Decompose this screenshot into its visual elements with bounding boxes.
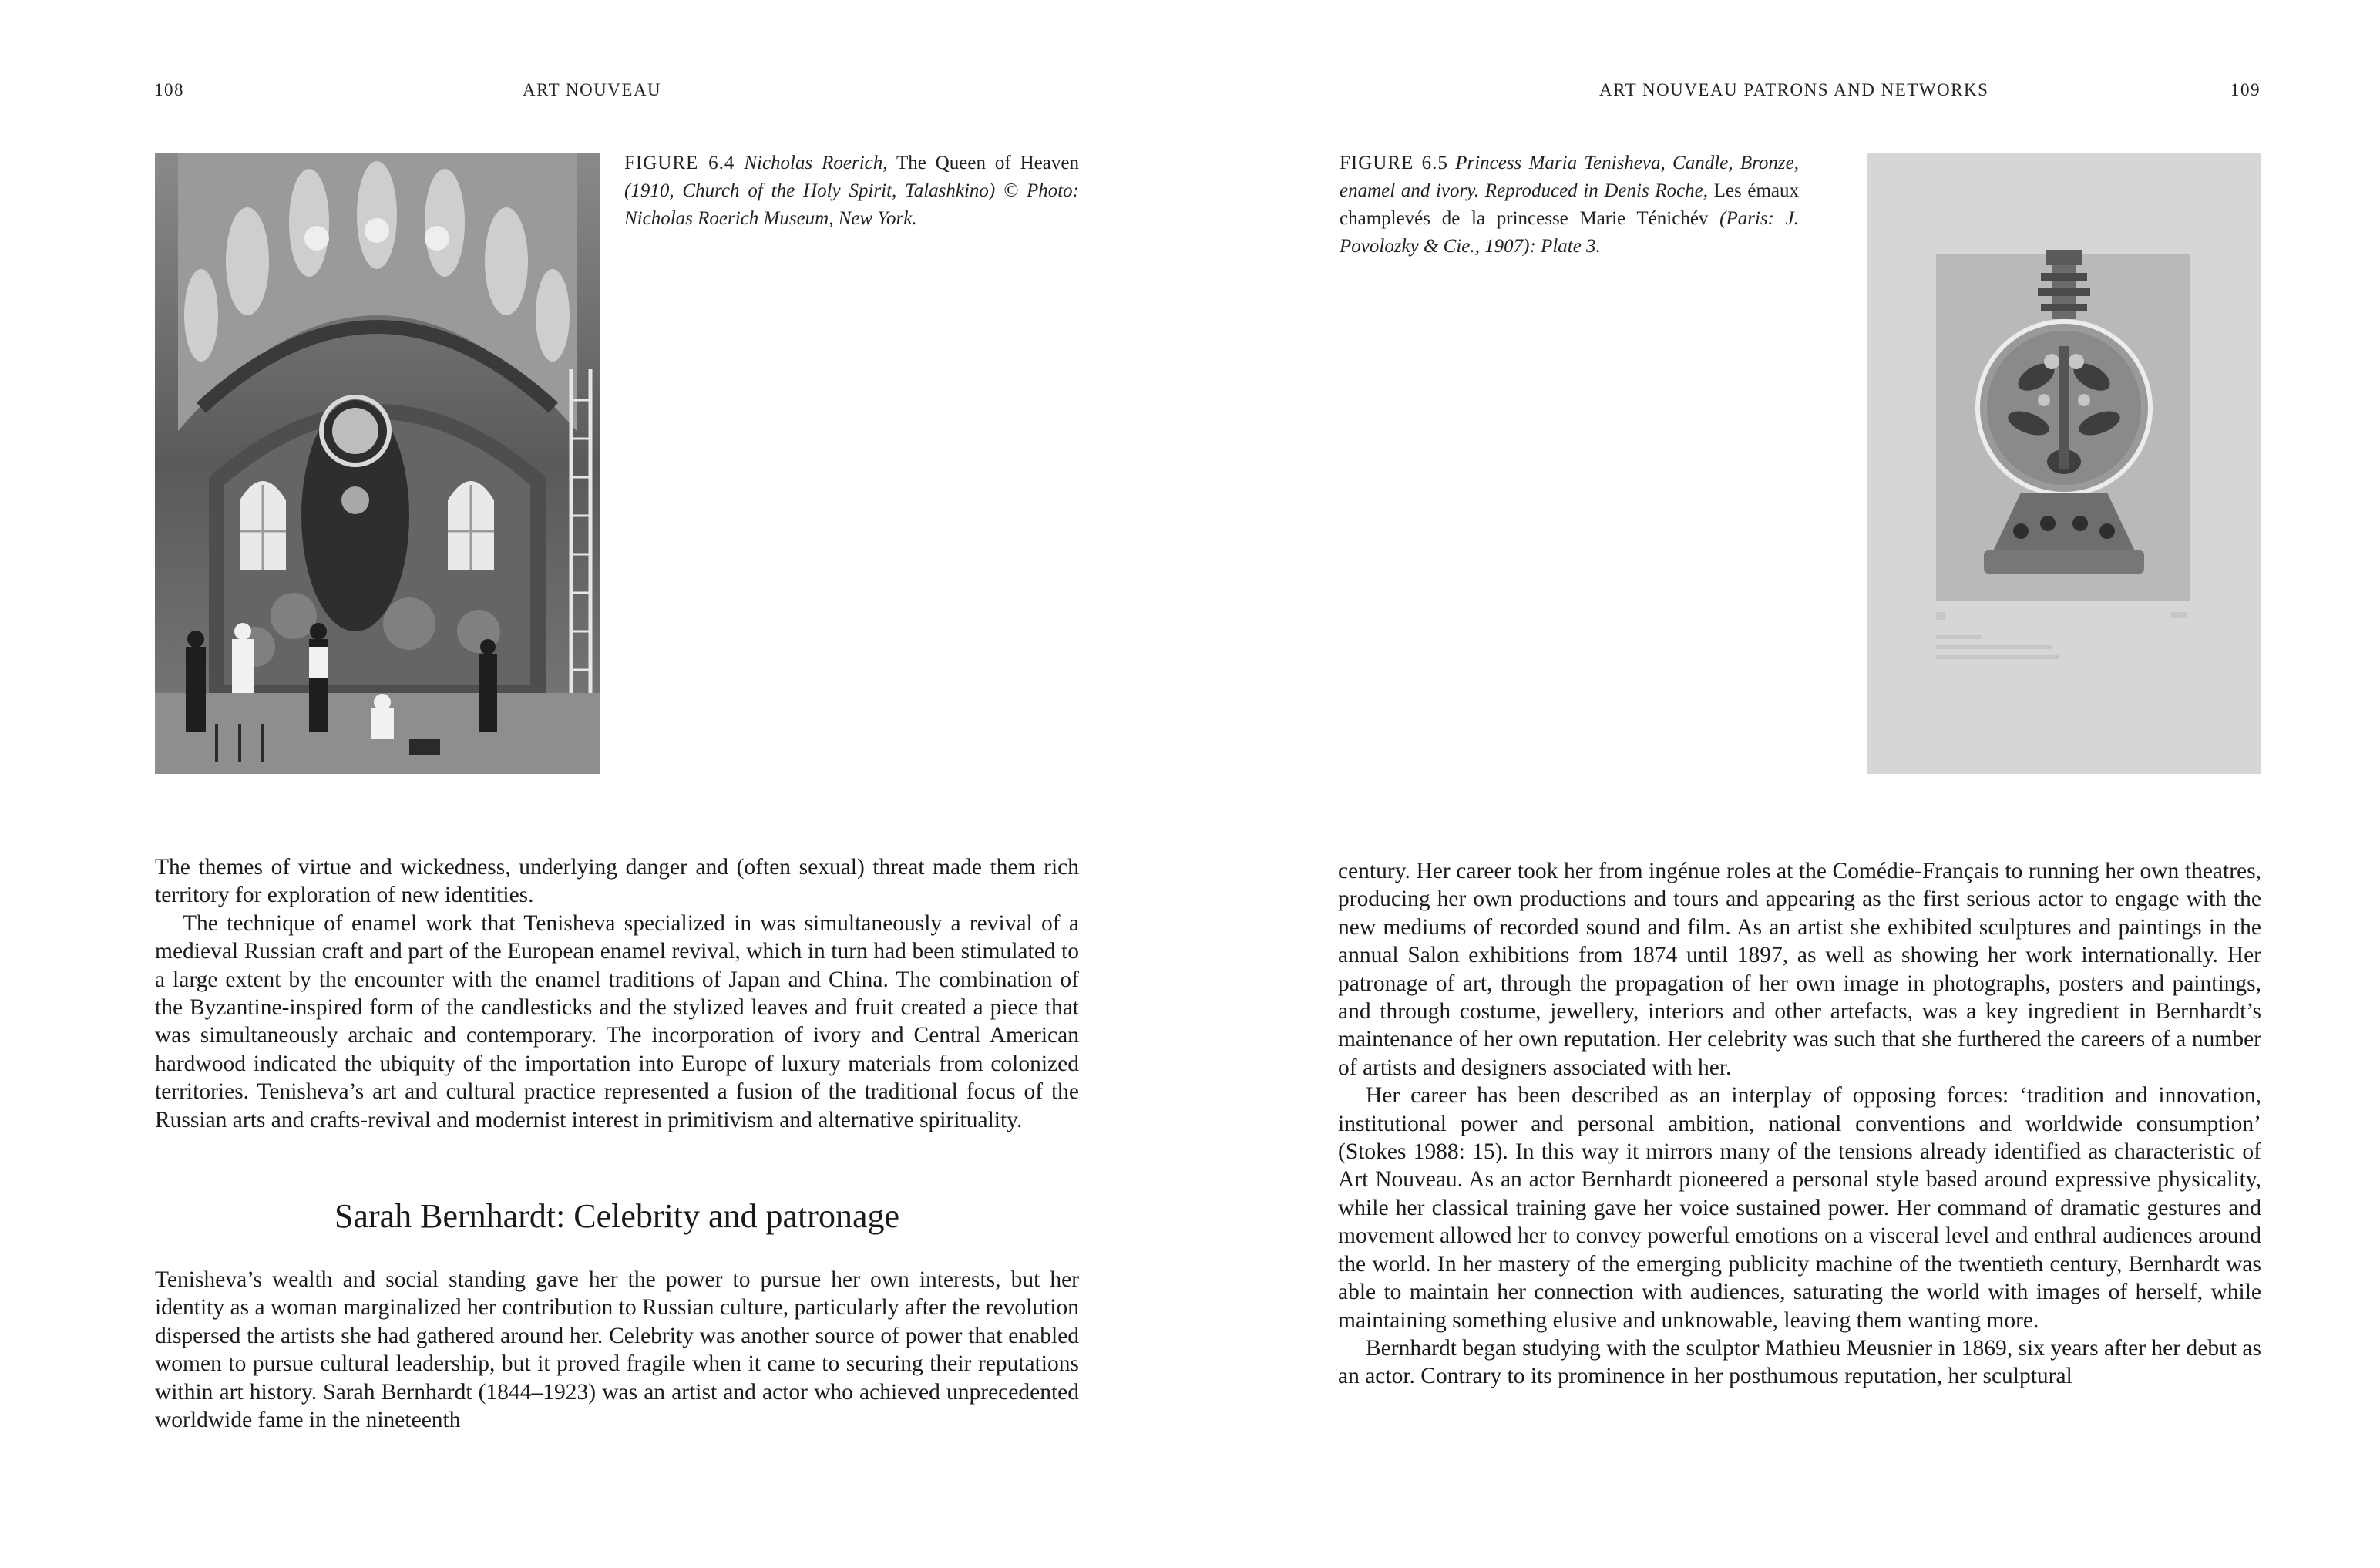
figure-label: FIGURE 6.5 bbox=[1340, 153, 1448, 173]
paragraph: Her career has been described as an interplay of opposing forces: ‘tradition and innovation, institutional power and personal ambition, national conventions and worldwide consumption’ (Stokes 1988: 15). In this way it mirrors many of the tensions already identified as characteristic of Art Nouveau. As an actor Bernhardt pioneered a personal style based around expressive physicality, while her classical training gave her voice sustained power. Her command of dramatic gestures and movement allowed her to convey powerful emotions on a visceral level and enthral audiences around the world. In her mastery of the emerging publicity machine of the twentieth century, Bernhardt was able to maintain her connection with audiences, saturating the world with images of herself, while maintaining something elusive and unknowable, leaving them wanting more. bbox=[1338, 1083, 2261, 1333]
figure-6-4-caption bbox=[624, 150, 1079, 233]
right-body-text bbox=[1338, 857, 2261, 1391]
page-number-right: 109 bbox=[2230, 80, 2261, 99]
running-head-left: ART NOUVEAU bbox=[523, 80, 662, 99]
right-page bbox=[1190, 0, 2380, 1568]
figure-6-4-photo bbox=[155, 153, 600, 774]
paragraph: The technique of enamel work that Tenisheva specialized in was simultaneously a revival of a medieval Russian craft and part of the European enamel revival, which in turn had been stimulated to a large extent by the encounter with the enamel traditions of Japan and China. The combination of the Byzantine-inspired form of the candlesticks and the stylized leaves and fruit created a piece that was simultaneously archaic and contemporary. The incorporation of ivory and Central American hardwood indicated the ubiquity of the importation into Europe of luxury materials from colonized territories. Tenisheva’s art and cultural practice represented a fusion of the traditional focus of the Russian arts and crafts-revival and modernist interest in primitivism and alternative spirituality. bbox=[155, 910, 1079, 1132]
church-interior-photo bbox=[155, 153, 600, 774]
paragraph: Bernhardt began studying with the sculptor Mathieu Meusnier in 1869, six years after her debut as an actor. Contrary to its prominence in her posthumous reputation, her sculptural bbox=[1338, 1335, 2261, 1389]
caption-artist: Nicholas Roerich, bbox=[744, 153, 888, 173]
caption-details: (Paris: J. Povolozky & Cie., 1907): Plate 3. bbox=[1340, 208, 1799, 257]
left-section-text bbox=[155, 1266, 1079, 1434]
section-heading: Sarah Bernhardt: Celebrity and patronage bbox=[334, 1197, 900, 1235]
running-head-right: ART NOUVEAU PATRONS AND NETWORKS bbox=[1599, 80, 1989, 99]
page-number-left: 108 bbox=[154, 80, 184, 99]
caption-details: (1910, Church of the Holy Spirit, Talashkino) © Photo: Nicholas Roerich Museum, New York. bbox=[624, 180, 1079, 229]
candle-plate-image bbox=[1867, 153, 2261, 774]
paragraph: Tenisheva’s wealth and social standing gave her the power to pursue her own interests, but her identity as a woman marginalized her contribution to Russian culture, particularly after the revolution dispersed the artists she had gathered around her. Celebrity was another source of power that enabled women to pursue cultural leadership, but it proved fragile when it came to securing their reputations within art history. Sarah Bernhardt (1844–1923) was an artist and actor who achieved unprecedented worldwide fame in the nineteenth bbox=[155, 1267, 1079, 1433]
figure-label: FIGURE 6.4 bbox=[624, 153, 735, 173]
caption-title: Les émaux champlevés de la princesse Marie Ténichév bbox=[1340, 180, 1799, 229]
paragraph: The themes of virtue and wickedness, underlying danger and (often sexual) threat made them rich territory for exploration of new identities. bbox=[155, 855, 1079, 908]
paragraph: century. Her career took her from ingénue roles at the Comédie-Français to running her own theatres, producing her own productions and tours and appearing as the first serious actor to engage with the new mediums of recorded sound and film. As an artist she exhibited sculptures and paintings in the annual Salon exhibitions from 1874 until 1897, as well as showing her work internationally. Her patronage of art, through the propagation of her own image in photographs, posters and paintings, and through costume, jewellery, interiors and other artefacts, was a key ingredient in Bernhardt’s maintenance of her own reputation. Her celebrity was such that she furthered the careers of a number of artists and designers associated with her. bbox=[1338, 859, 2261, 1080]
caption-artist: Princess Maria Tenisheva, Candle, Bronze, enamel and ivory. Reproduced in Denis Roche, bbox=[1340, 153, 1799, 201]
figure-6-5-caption bbox=[1340, 150, 1799, 261]
caption-title: The Queen of Heaven bbox=[896, 153, 1079, 173]
figure-6-5-photo bbox=[1867, 153, 2261, 774]
left-body-text bbox=[155, 853, 1079, 1134]
